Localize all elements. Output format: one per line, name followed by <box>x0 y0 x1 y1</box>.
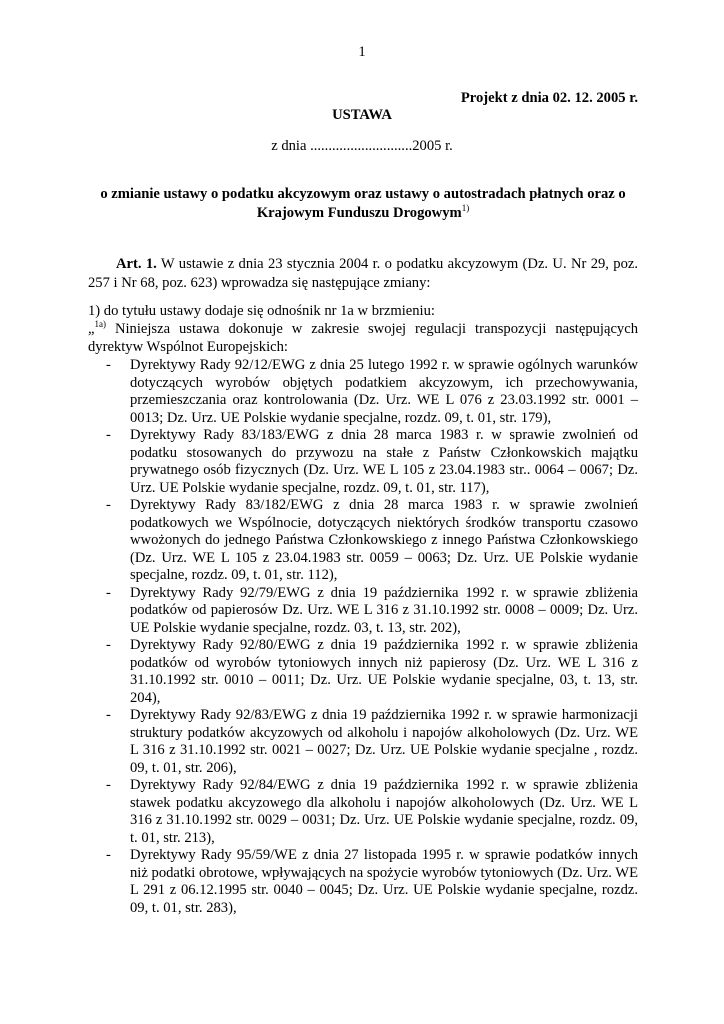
act-subject-text: o zmianie ustawy o podatku akcyzowym oraz ustawy o autostradach płatnych oraz o Krajowym Funduszu Drogowym <box>100 186 626 221</box>
project-date: Projekt z dnia 02. 12. 2005 r. <box>460 90 638 106</box>
footnote-marker: 1) <box>461 202 470 213</box>
document-title: USTAWA <box>332 107 392 123</box>
list-dash: - <box>106 427 111 443</box>
list-dash: - <box>106 584 111 601</box>
article-1 <box>88 255 638 292</box>
list-item <box>88 497 638 585</box>
list-item-text: Dyrektywy Rady 92/79/EWG z dnia 19 października 1992 r. w sprawie zbliżenia podatków od papierosów Dz. Urz. WE L 316 z 31.10.1992 str. 0008 – 0009; Dz. Urz. UE Polskie wydanie specjalne, rozdz. 03, t. 13, str. 202), <box>130 584 638 636</box>
article-label: Art. 1. <box>116 256 157 272</box>
list-item <box>88 357 638 427</box>
quote-intro-text: Niniejsza ustawa dokonuje w zakresie swojej regulacji transpozycji następujących dyrektyw Wspólnot Europejskich: <box>88 321 638 356</box>
list-item <box>88 585 638 638</box>
list-item-text: Dyrektywy Rady 92/12/EWG z dnia 25 lutego 1992 r. w sprawie ogólnych warunków dotyczących wyrobów objętych podatkiem akcyzowym, ich przechowywania, przemieszczania oraz kontrolowania (Dz. Urz. WE L 076 z 23.03.1992 str. 0001 – 0013; Dz. Urz. UE Polskie wydanie specjalne, rozdz. 09, t. 01, str. 179), <box>130 357 638 426</box>
list-item-text: Dyrektywy Rady 83/183/EWG z dnia 28 marca 1983 r. w sprawie zwolnień od podatku stosowanych do przywozu na stałe z Państw Członkowskich majątku prywatnego osób fizycznych (Dz. Urz. WE L 105 z 23.04.1983 str.. 0064 – 0067; Dz. Urz. UE Polskie wydanie specjalne, rozdz. 09, t. 01, str. 117), <box>130 427 638 496</box>
list-item-text: Dyrektywy Rady 95/59/WE z dnia 27 listopada 1995 r. w sprawie podatków innych niż podatki obrotowe, wpływających na spożycie wyrobów tytoniowych (Dz. Urz. WE L 291 z 06.12.1995 str. 0040 – 0045; Dz. Urz. UE Polskie wydanie specjalne, rozdz. 09, t. 01, str. 283), <box>130 847 638 916</box>
directive-list <box>88 357 638 917</box>
list-dash: - <box>106 777 111 793</box>
list-item-text: Dyrektywy Rady 92/83/EWG z dnia 19 października 1992 r. w sprawie harmonizacji struktury podatków akcyzowych od alkoholu i napojów alkoholowych (Dz. Urz. WE L 316 z 31.10.1992 str. 0021 – 0027; Dz. Urz. UE Polskie wydanie specjalne , rozdz. 09, t. 01, str. 206), <box>130 707 638 776</box>
list-item <box>88 777 638 847</box>
date-line: z dnia ............................2005 r. <box>271 138 453 154</box>
quote-intro <box>88 320 638 357</box>
page-number: 1 <box>358 44 366 60</box>
list-dash: - <box>106 847 111 863</box>
article-text: W ustawie z dnia 23 stycznia 2004 r. o podatku akcyzowym (Dz. U. Nr 29, poz. 257 i Nr 68, poz. 623) wprowadza się następujące zmiany: <box>88 256 639 291</box>
list-item-text: Dyrektywy Rady 92/80/EWG z dnia 19 października 1992 r. w sprawie zbliżenia podatków od wyrobów tytoniowych innych niż papierosy (Dz. Urz. WE L 316 z 31.10.1992 str. 0010 – 0011; Dz. Urz. UE Polskie wydanie specjalne, 03, t. 13, str. 204), <box>130 637 638 706</box>
footnote-1a-marker: 1a) <box>94 319 106 329</box>
list-dash: - <box>106 707 111 723</box>
list-dash: - <box>106 497 111 513</box>
list-item <box>88 847 638 917</box>
list-item <box>88 707 638 777</box>
act-subject <box>88 185 638 222</box>
point-1: 1) do tytułu ustawy dodaje się odnośnik nr 1a w brzmieniu: <box>88 303 435 319</box>
list-dash: - <box>106 637 111 653</box>
open-quote: „ <box>88 321 95 337</box>
list-dash: - <box>106 357 111 373</box>
list-item <box>88 637 638 707</box>
list-item-text: Dyrektywy Rady 83/182/EWG z dnia 28 marca 1983 r. w sprawie zwolnień podatkowych we Wspólnocie, dotyczących niektórych środków transportu czasowo wwożonych do jednego Państwa Członkowskiego z innego Państwa Członkowskiego (Dz. Urz. WE L 105 z 23.04.1983 str. 0059 – 0063; Dz. Urz. UE Polskie wydanie specjalne, rozdz. 09, t. 01, str. 112), <box>130 497 638 583</box>
list-item-text: Dyrektywy Rady 92/84/EWG z dnia 19 października 1992 r. w sprawie zbliżenia stawek podatku akcyzowego dla alkoholu i napojów alkoholowych (Dz. Urz. WE L 316 z 31.10.1992 str. 0029 – 0031; Dz. Urz. UE Polskie wydanie specjalne, rozdz. 09, t. 01, str. 213), <box>130 777 638 846</box>
list-item <box>88 427 638 497</box>
